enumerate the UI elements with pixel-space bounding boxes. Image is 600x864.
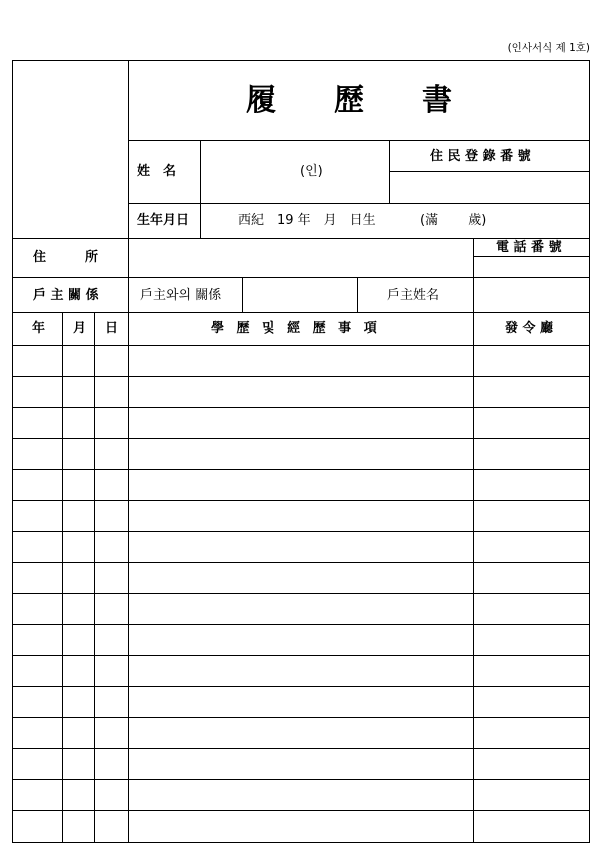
document-title: 履歷書 <box>246 83 510 118</box>
household-relation-label: 戶 主 關 係 <box>33 288 99 303</box>
table-row[interactable] <box>13 563 589 594</box>
resident-number-split <box>389 171 589 172</box>
relation-divider-3 <box>357 277 358 312</box>
relation-row-bottom-line <box>13 312 589 313</box>
name-label: 姓 名 <box>137 164 177 179</box>
relation-with-head-field[interactable] <box>243 278 356 311</box>
history-col-year: 年 <box>32 321 46 336</box>
history-col-month: 月 <box>73 321 87 336</box>
relation-with-head-label: 戶主와의 關係 <box>140 288 222 303</box>
table-row[interactable] <box>13 470 589 501</box>
table-row[interactable] <box>13 656 589 687</box>
resident-number-field[interactable] <box>390 173 588 202</box>
table-row[interactable] <box>13 594 589 625</box>
head-name-label: 戶主姓名 <box>387 288 440 303</box>
table-row[interactable] <box>13 780 589 811</box>
history-col-issuer: 發 令 廳 <box>505 321 554 336</box>
table-row[interactable] <box>13 749 589 780</box>
table-row[interactable] <box>13 811 589 842</box>
form-code: (인사서식 제 1호) <box>507 42 590 54</box>
table-row[interactable] <box>13 408 589 439</box>
age-text[interactable]: (滿 歲) <box>420 213 487 228</box>
table-row[interactable] <box>13 718 589 749</box>
birth-date-text[interactable]: 西紀 19 年 月 日生 <box>238 213 376 228</box>
photo-box-divider <box>128 61 129 238</box>
history-col-day: 日 <box>105 321 119 336</box>
address-label: 住 所 <box>33 250 99 265</box>
phone-label: 電 話 番 號 <box>496 240 562 255</box>
resident-number-label: 住 民 登 錄 番 號 <box>430 149 531 164</box>
table-row[interactable] <box>13 377 589 408</box>
seal-mark: (인) <box>300 164 323 179</box>
birth-date-label: 生年月日 <box>137 213 190 228</box>
table-row[interactable] <box>13 625 589 656</box>
relation-divider-1 <box>128 277 129 312</box>
table-row[interactable] <box>13 532 589 563</box>
table-row[interactable] <box>13 501 589 532</box>
table-row[interactable] <box>13 346 589 377</box>
head-name-field[interactable] <box>474 278 588 311</box>
title-bottom-line <box>128 140 589 141</box>
phone-split <box>473 256 589 257</box>
name-row-bottom-line <box>128 203 589 204</box>
phone-field[interactable] <box>474 258 588 276</box>
history-col-details: 學 歷 및 經 歷 事 項 <box>211 321 377 336</box>
table-row[interactable] <box>13 439 589 470</box>
address-field[interactable] <box>129 239 472 276</box>
table-row[interactable] <box>13 687 589 718</box>
name-field[interactable] <box>201 142 388 202</box>
